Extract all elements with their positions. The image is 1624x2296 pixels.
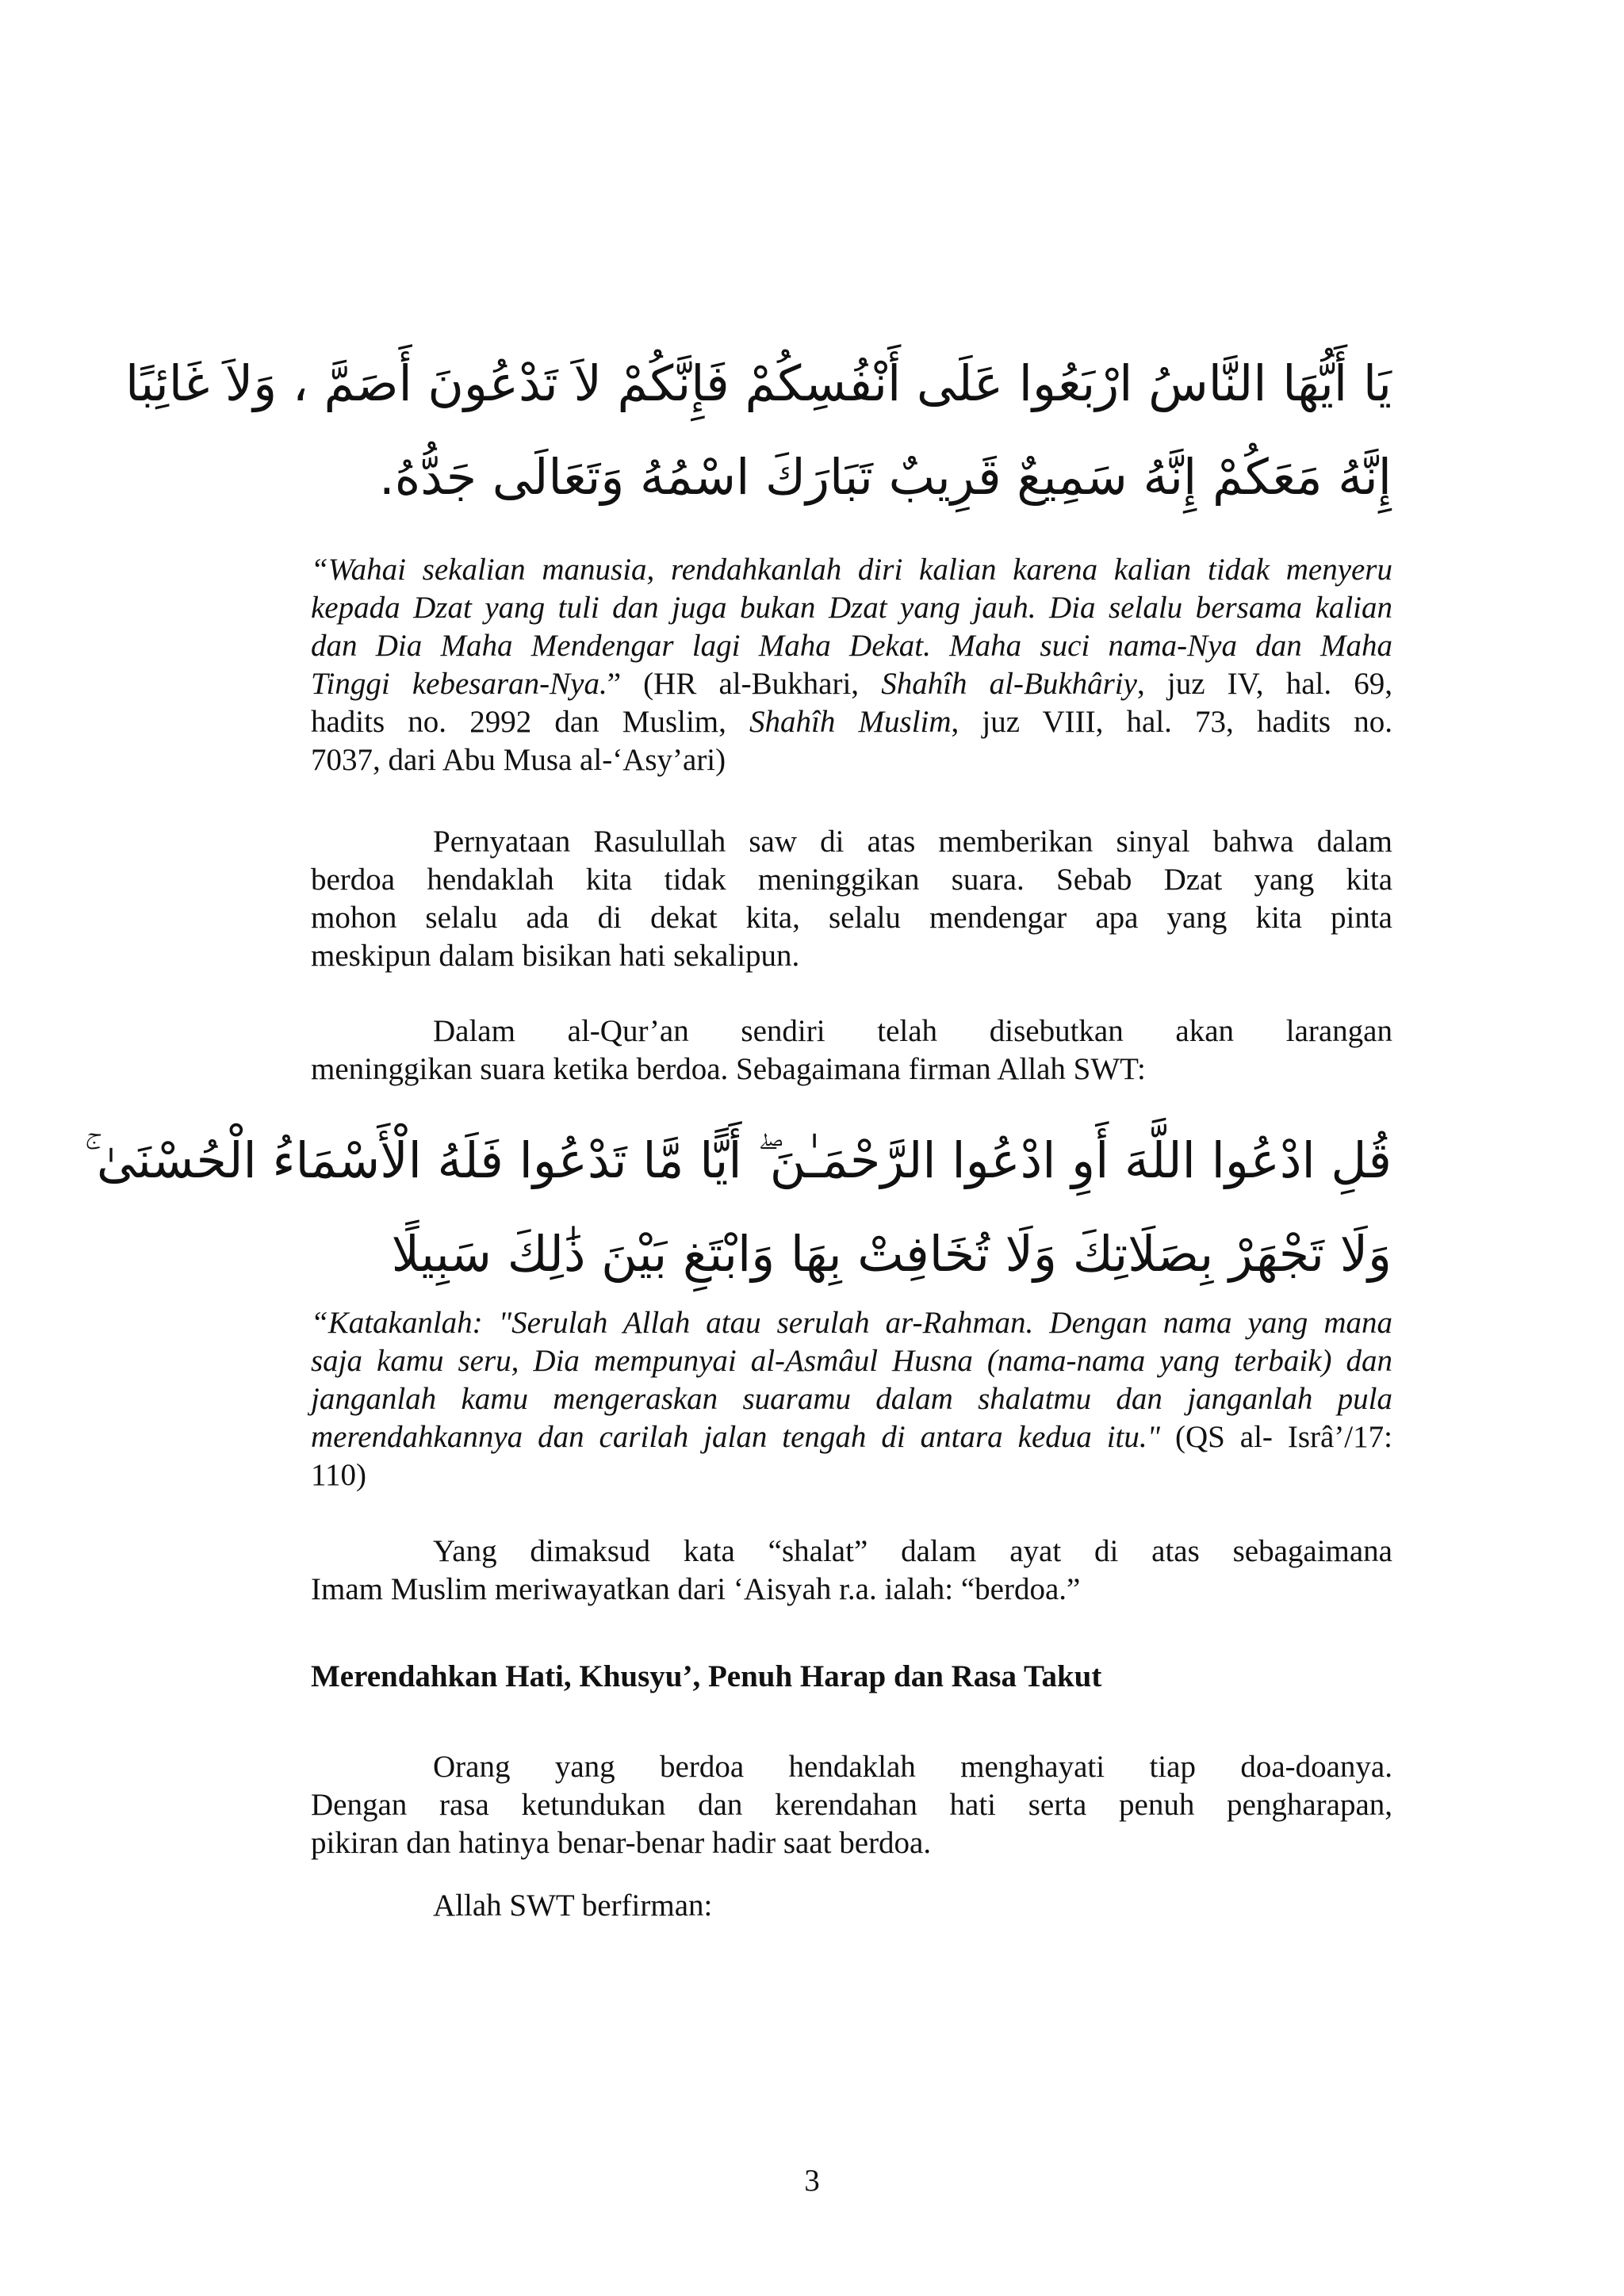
citation-text: , juz VIII, hal. 73, hadits no.: [951, 705, 1392, 739]
book-title: Shahîh Muslim: [749, 705, 952, 739]
translation-text: merendahkannya dan carilah jalan tengah di antara kedua itu.": [311, 1420, 1161, 1454]
translation-text: “Wahai sekalian manusia, rendahkanlah diri kalian karena kalian tidak menyeru: [311, 553, 1392, 587]
paragraph-1: Pernyataan Rasulullah saw di atas memberikan sinyal bahwa dalam berdoa hendaklah kita tidak meninggikan suara. Sebab Dzat yang kita mohon selalu ada di dekat kita, selalu mendengar apa yang kita pinta meskipun dalam bisikan hati sekalipun.: [311, 825, 1392, 973]
citation-text: 110): [311, 1458, 367, 1492]
paragraph-2: Dalam al-Qur’an sendiri telah disebutkan akan larangan meninggikan suara ketika berdoa. Sebagaimana firman Allah SWT:: [311, 1014, 1392, 1086]
citation-text: 7037, dari Abu Musa al-‘Asy’ari): [311, 743, 726, 777]
translation-text: dan Dia Maha Mendengar lagi Maha Dekat. Maha suci nama-Nya dan Maha: [311, 629, 1392, 663]
page-number: 3: [804, 2164, 820, 2198]
section-heading: Merendahkan Hati, Khusyu’, Penuh Harap dan Rasa Takut: [311, 1659, 1102, 1693]
paragraph-5: Allah SWT berfirman:: [433, 1888, 713, 1923]
translation-text: Tinggi kebesaran-Nya.: [311, 667, 607, 701]
citation-text: ” (HR al-Bukhari,: [607, 667, 882, 701]
arabic-hadith-line-2: إِنَّهُ مَعَكُمْ إِنَّهُ سَمِيعٌ قَرِيبٌ تَبَارَكَ اسْمُهُ وَتَعَالَى جَدُّهُ.: [379, 448, 1392, 506]
book-title: Shahîh al-Bukhâriy: [881, 667, 1137, 701]
paragraph-3: Yang dimaksud kata “shalat” dalam ayat di atas sebagaimana Imam Muslim meriwayatkan dari ‘Aisyah r.a. ialah: “berdoa.”: [311, 1534, 1392, 1606]
translation-text: “Katakanlah: "Serulah Allah atau serulah ar-Rahman. Dengan nama yang mana: [311, 1306, 1392, 1340]
arabic-hadith-line-1: يَا أَيُّهَا النَّاسُ ارْبَعُوا عَلَى أَنْفُسِكُمْ فَإِنَّكُمْ لاَ تَدْعُونَ أَصَمَّ ، وَلاَ غَائِبًا: [124, 354, 1392, 412]
translation-text: kepada Dzat yang tuli dan juga bukan Dzat yang jauh. Dia selalu bersama kalian: [311, 591, 1392, 625]
hadith-translation: [311, 551, 1392, 779]
translation-text: saja kamu seru, Dia mempunyai al-Asmâul Husna (nama-nama yang terbaik) dan: [311, 1344, 1392, 1378]
citation-text: , juz IV, hal. 69,: [1136, 667, 1392, 701]
paragraph-4: Orang yang berdoa hendaklah menghayati tiap doa-doanya. Dengan rasa ketundukan dan kerendahan hati serta penuh pengharapan, pikiran dan hatinya benar-benar hadir saat berdoa.: [311, 1750, 1392, 1860]
citation-text: (QS al- Isrâ’/17:: [1160, 1420, 1392, 1454]
arabic-verse: [84, 1114, 1392, 1301]
arabic-verse-line-1: قُلِ ادْعُوا اللَّهَ أَوِ ادْعُوا الرَّحْمَـٰنَ ۖ أَيًّا مَّا تَدْعُوا فَلَهُ الْأَسْمَاءُ الْحُسْنَىٰ ۚ: [84, 1131, 1392, 1189]
citation-text: hadits no. 2992 dan Muslim,: [311, 705, 750, 739]
translation-text: janganlah kamu mengeraskan suaramu dalam shalatmu dan janganlah pula: [311, 1382, 1392, 1416]
arabic-verse-line-2: وَلَا تَجْهَرْ بِصَلَاتِكَ وَلَا تُخَافِتْ بِهَا وَابْتَغِ بَيْنَ ذَٰلِكَ سَبِيلًا: [391, 1225, 1392, 1283]
verse-translation: [311, 1304, 1392, 1494]
arabic-hadith: [124, 337, 1392, 524]
